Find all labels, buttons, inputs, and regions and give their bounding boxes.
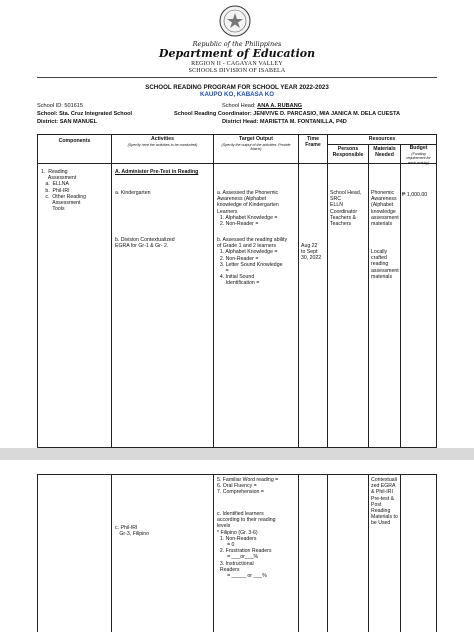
target-note: (Specify the output of the activities. Provide Matrix) xyxy=(221,143,291,152)
reading-program-table xyxy=(37,134,437,448)
program-title: SCHOOL READING PROGRAM FOR SCHOOL YEAR 2022-2023 xyxy=(145,84,329,91)
target-continued: 5. Familiar Word reading = 6. Oral Fluency = 7. Comprehension = xyxy=(217,477,279,496)
time-frame-value: Aug 22 to Sept 30, 2022 xyxy=(301,243,322,262)
program-motto: KAUPO KO, KABASA KO xyxy=(199,91,275,98)
activity-egra: b. Division Contextualized EGRA for Gr-1 & Gr- 2. xyxy=(115,237,175,250)
activity-title: A. Administer Pre-Test in Reading xyxy=(115,169,199,175)
col-activities: Activities xyxy=(150,136,175,142)
activity-kindergarten: a. Kindergarten xyxy=(115,190,151,196)
deped-seal-icon xyxy=(219,5,251,37)
school-head-name: ANA A. RUBANG xyxy=(257,103,303,109)
materials-phonemic: Phonemic Awareness (Alphabet knowledge assessment materials xyxy=(371,190,399,228)
region-line: REGION II - CAGAYAN VALLEY xyxy=(191,61,283,67)
target-kindergarten: a. Assessed the Phonemic Awareness (Alphabet knowledge of Kindergarten Learners 1. Alphabet Knowledge = 2. Non-Reader = xyxy=(217,190,279,228)
school-head-label: School Head: xyxy=(222,103,256,109)
col-time-frame: Time Frame xyxy=(305,136,321,149)
reading-program-table-continued xyxy=(37,474,437,632)
header-divider xyxy=(37,77,437,78)
budget-note: (Funding requirement for each activity) xyxy=(406,152,431,165)
school-id: School ID: 501615 xyxy=(37,103,84,109)
components-list: 1. Reading Assessment a. ELLNA b. Phil-IRI c. Other Reading Assessment Tools xyxy=(41,169,86,213)
budget-value: ₱ 1,000.00 xyxy=(402,192,428,198)
district-name: District: SAN MANUEL xyxy=(37,119,97,125)
activities-note: (Specify here the activities to be conducted) xyxy=(127,143,198,147)
col-resources: Resources xyxy=(368,136,396,142)
school-name: School: Sta. Cruz Integrated School xyxy=(37,111,133,117)
department-title: Department of Education xyxy=(158,47,316,60)
reading-coordinator: School Reading Coordinator: JENIVIVE D. PARCASIO, MIA JANICA M. DELA CUESTA xyxy=(174,111,401,117)
school-head xyxy=(222,103,302,109)
col-components: Components xyxy=(58,138,91,144)
materials-local: Locally crafted reading assessment materials xyxy=(371,249,399,280)
col-target-output: Target Output xyxy=(239,136,273,142)
document-page-2 xyxy=(0,460,474,632)
col-persons: Persons Responsible xyxy=(332,146,364,159)
persons-responsible: School Head, SRC ELLN Coordinator Teachers & Teachers xyxy=(330,190,362,228)
target-grade1-2: b. Assessed the reading ability of Grade 1 and 2 learners 1. Alphabet Knowledge = 2. Non-Reader = 3. Letter Sound Knowledge = 4. Initial Sound Identification = xyxy=(217,237,288,287)
materials-continued: Contextuali zed EGRA & Phil-IRI Pre-test & Post Reading Materials to be Used xyxy=(371,477,398,527)
republic-line: Republic of the Philippines xyxy=(192,40,282,48)
col-budget: Budget xyxy=(409,145,428,151)
division-line: SCHOOLS DIVISION OF ISABELA xyxy=(188,68,286,74)
activity-phil-iri: c. Phil-IRI Gr-3, Filipino xyxy=(115,525,150,538)
target-phil-iri: c. Identified learners according to their reading levels * Filipino (Gr. 3-6) 1. Non-Readers = 0 2. Frustration Readers = ___or___% 3. Instructional Readers = _____ or ___% xyxy=(217,511,276,580)
col-materials: Materials Needed xyxy=(373,146,396,159)
district-head: District Head: MARIETTA M. FONTANILLA, P4D xyxy=(222,119,347,125)
